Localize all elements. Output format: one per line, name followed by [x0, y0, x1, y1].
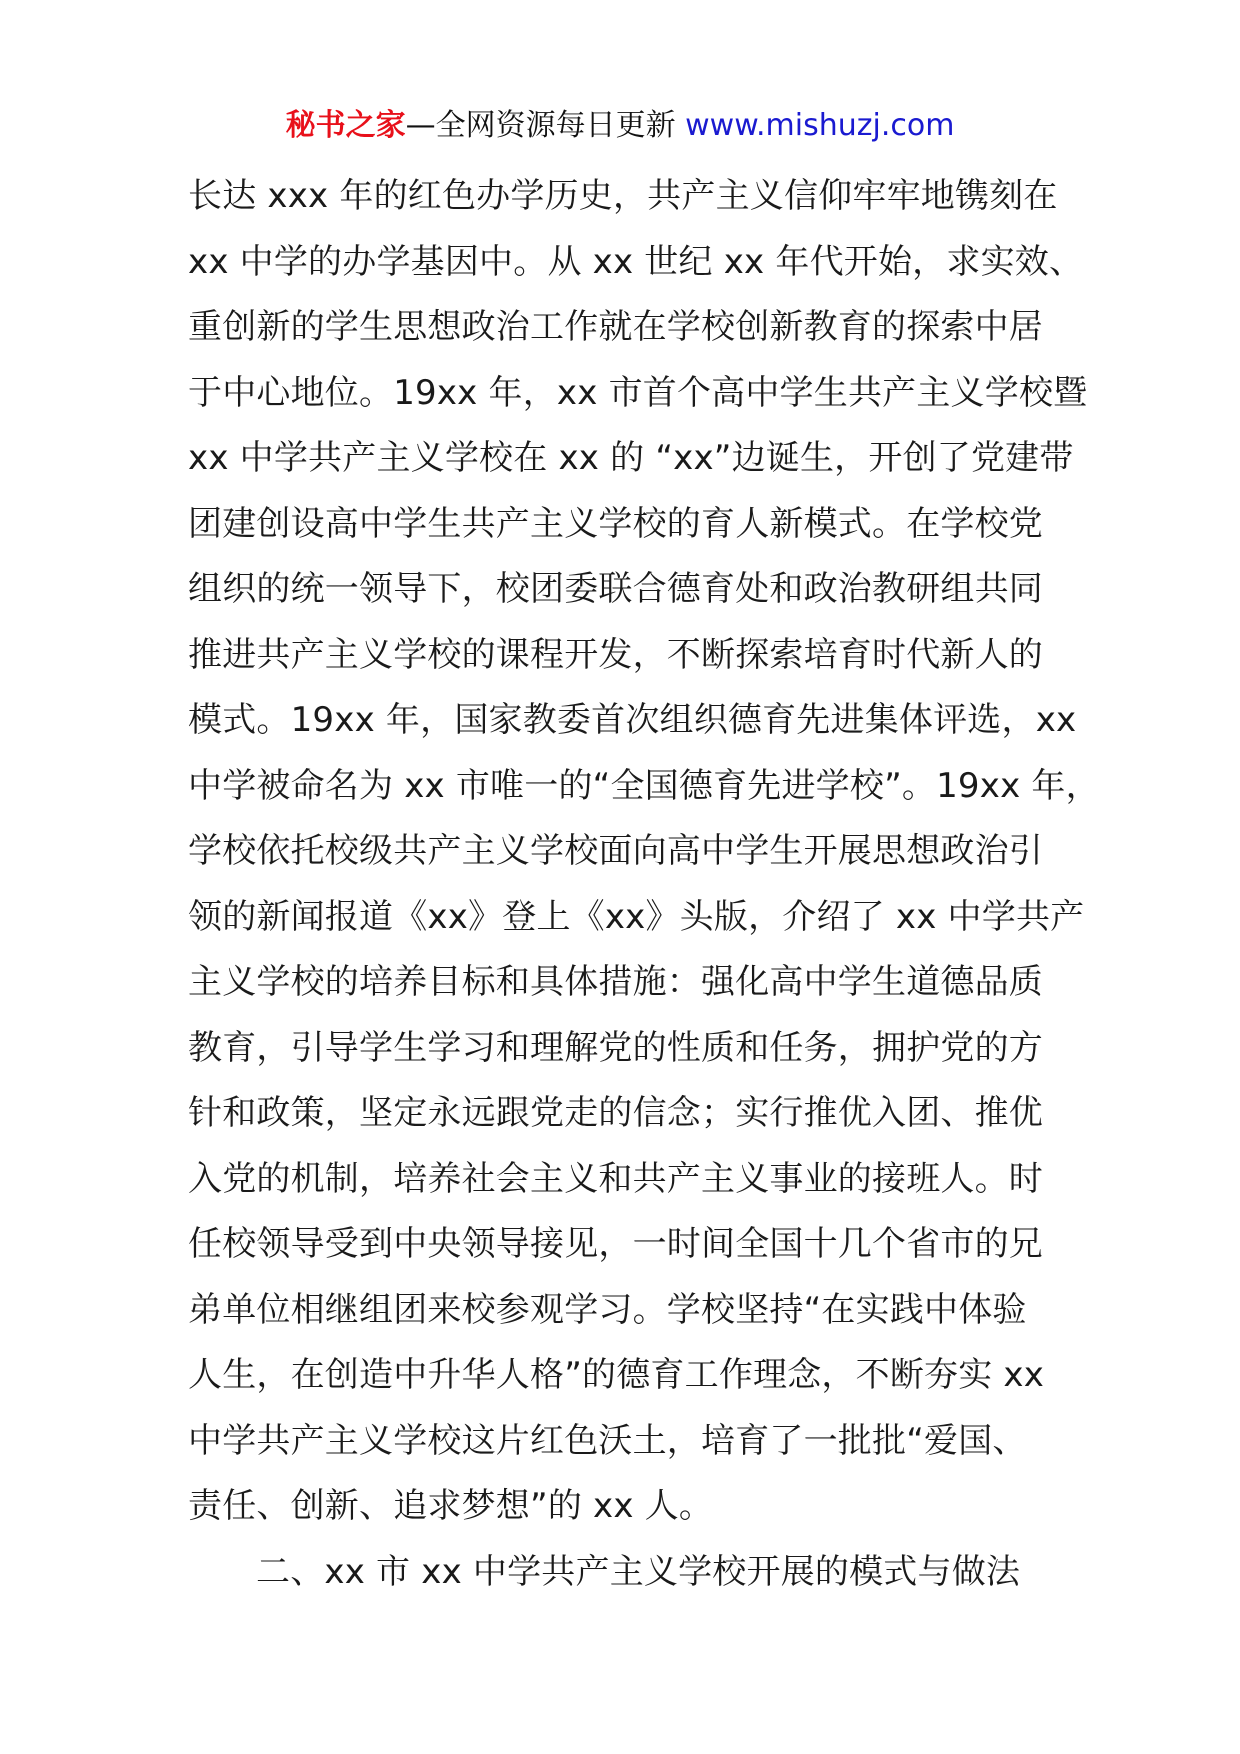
- body-line: 人生，在创造中升华人格”的德育工作理念，不断夯实 xx: [188, 1355, 1045, 1395]
- site-header: [0, 104, 1240, 148]
- body-line: 学校依托校级共产主义学校面向高中学生开展思想政治引: [188, 831, 1043, 871]
- site-tagline: —全网资源每日更新: [405, 108, 676, 143]
- body-line: 领的新闻报道《xx》登上《xx》头版，介绍了 xx 中学共产: [188, 896, 1085, 937]
- body-line: 组织的统一领导下，校团委联合德育处和政治教研组共同: [188, 569, 1043, 609]
- body-line: 教育，引导学生学习和理解党的性质和任务，拥护党的方: [188, 1027, 1043, 1068]
- section-heading: 二、xx 市 xx 中学共产主义学校开展的模式与做法: [256, 1551, 1021, 1592]
- document-body: [188, 164, 1108, 1605]
- body-line: 于中心地位。19xx 年，xx 市首个高中学生共产主义学校暨: [188, 372, 1088, 413]
- body-line: 中学被命名为 xx 市唯一的“全国德育先进学校”。19xx 年，: [188, 765, 1100, 806]
- body-line: 长达 xxx 年的红色办学历史，共产主义信仰牢牢地镌刻在: [188, 176, 1058, 216]
- site-url-link[interactable]: www.mishuzj.com: [685, 108, 955, 143]
- body-line: 针和政策，坚定永远跟党走的信念；实行推优入团、推优: [188, 1093, 1043, 1133]
- body-line: 任校领导受到中央领导接见，一时间全国十几个省市的兄: [188, 1224, 1043, 1264]
- body-line: 中学共产主义学校这片红色沃土，培育了一批批“爱国、: [188, 1420, 1027, 1461]
- body-line: xx 中学的办学基因中。从 xx 世纪 xx 年代开始，求实效、: [188, 241, 1084, 282]
- body-line: 主义学校的培养目标和具体措施：强化高中学生道德品质: [188, 962, 1043, 1002]
- body-line: xx 中学共产主义学校在 xx 的 “xx”边诞生，开创了党建带: [188, 438, 1074, 478]
- site-brand: 秘书之家: [285, 108, 406, 143]
- body-line: 入党的机制，培养社会主义和共产主义事业的接班人。时: [188, 1158, 1043, 1199]
- body-line: 推进共产主义学校的课程开发，不断探索培育时代新人的: [188, 634, 1043, 675]
- body-line: 模式。19xx 年，国家教委首次组织德育先进集体评选，xx: [188, 700, 1077, 740]
- body-line: 重创新的学生思想政治工作就在学校创新教育的探索中居: [188, 307, 1043, 347]
- body-line: 责任、创新、追求梦想”的 xx 人。: [188, 1486, 714, 1526]
- body-line: 弟单位相继组团来校参观学习。学校坚持“在实践中体验: [188, 1289, 1027, 1330]
- body-line: 团建创设高中学生共产主义学校的育人新模式。在学校党: [188, 503, 1043, 544]
